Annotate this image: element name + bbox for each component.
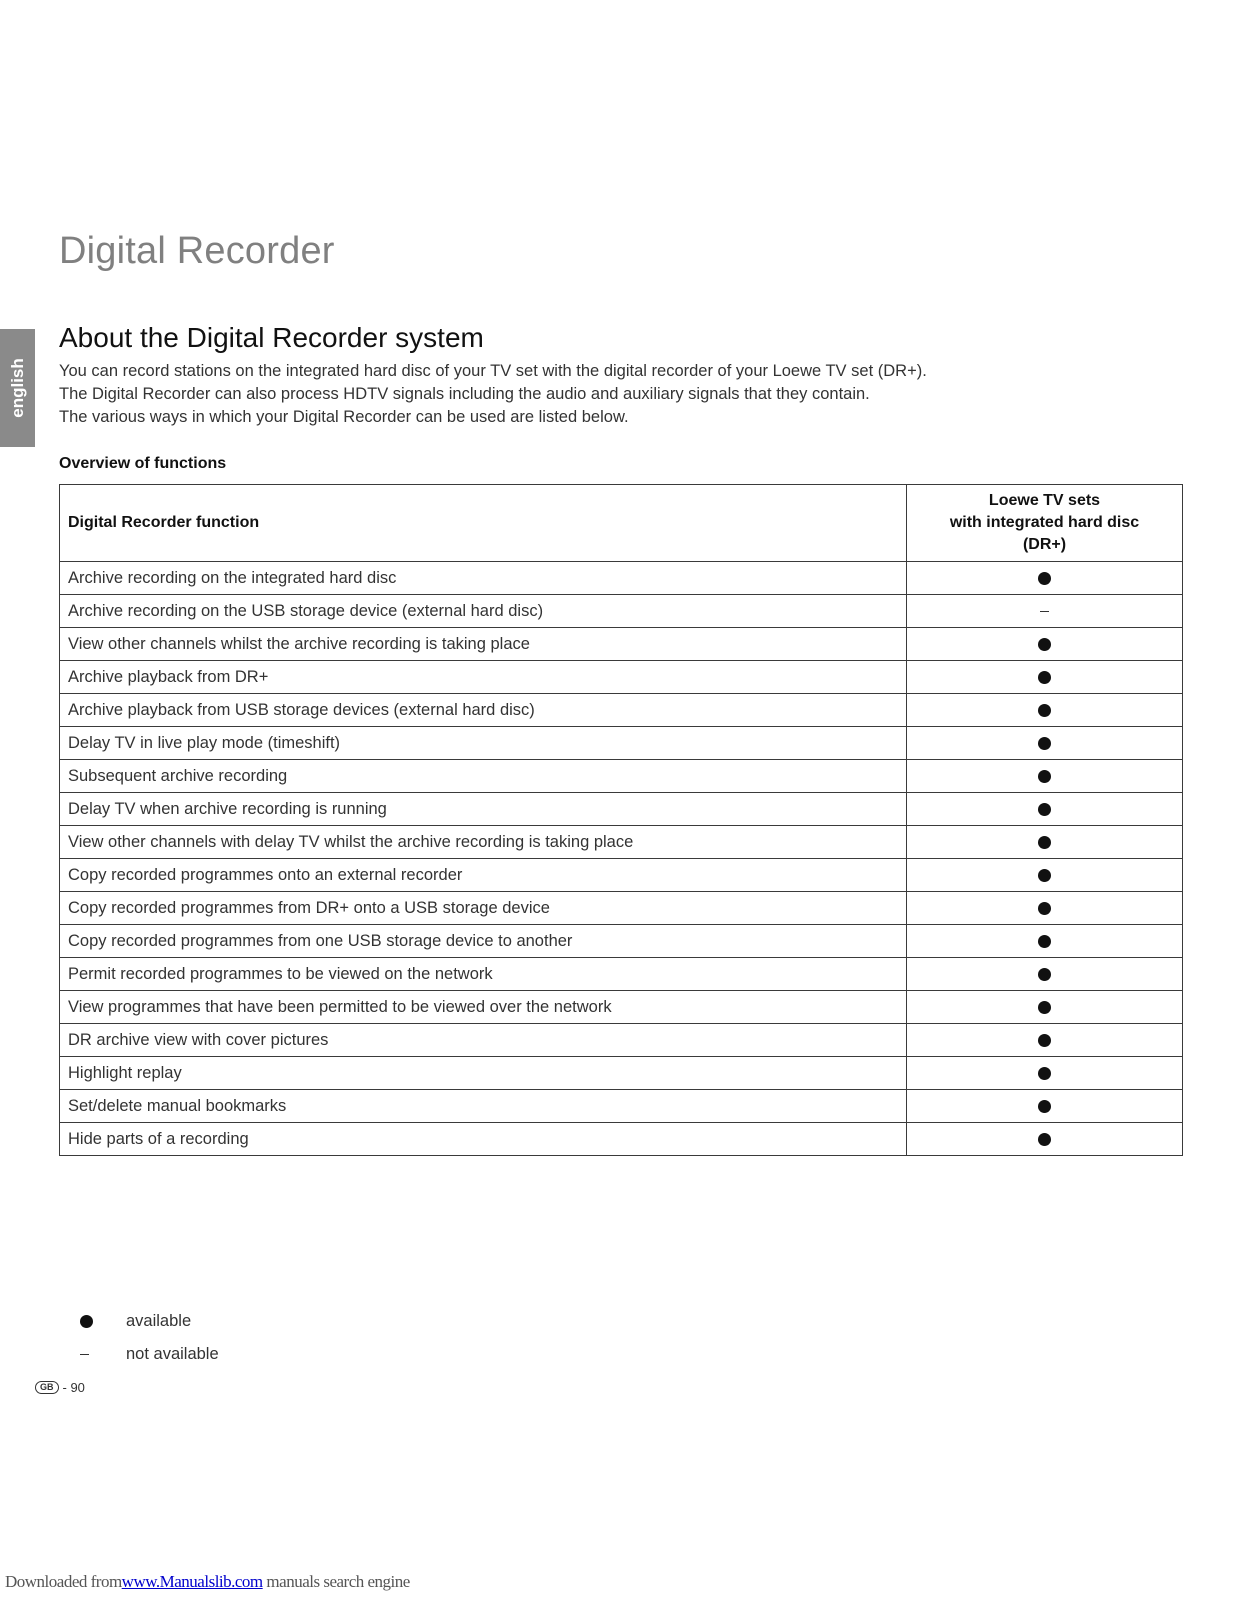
table-row — [60, 595, 1183, 628]
function-cell: Archive playback from DR+ — [60, 661, 907, 694]
functions-table — [59, 484, 1183, 1156]
table-row — [60, 661, 1183, 694]
available-dot-icon — [1038, 671, 1051, 684]
available-dot-icon — [1038, 968, 1051, 981]
page-number-value: - 90 — [62, 1380, 85, 1395]
function-cell: Copy recorded programmes from DR+ onto a USB storage device — [60, 892, 907, 925]
function-cell: View other channels whilst the archive recording is taking place — [60, 628, 907, 661]
legend-not-available-label: not available — [126, 1345, 219, 1363]
availability-cell — [907, 925, 1183, 958]
function-cell: Archive recording on the USB storage device (external hard disc) — [60, 595, 907, 628]
table-row — [60, 793, 1183, 826]
availability-cell — [907, 1090, 1183, 1123]
table-row — [60, 694, 1183, 727]
availability-cell — [907, 991, 1183, 1024]
available-dot-icon — [1038, 1133, 1051, 1146]
section-title: About the Digital Recorder system — [59, 322, 484, 353]
available-dot-icon — [1038, 1034, 1051, 1047]
availability-cell — [907, 562, 1183, 595]
availability-cell — [907, 661, 1183, 694]
language-tab — [0, 329, 35, 447]
function-cell: Hide parts of a recording — [60, 1123, 907, 1156]
table-row — [60, 1057, 1183, 1090]
available-dot-icon — [1038, 1100, 1051, 1113]
header-availability-line: with integrated hard disc — [949, 514, 1140, 531]
available-dot-icon — [1038, 869, 1051, 882]
header-function: Digital Recorder function — [60, 485, 907, 562]
function-cell: View other channels with delay TV whilst the archive recording is taking place — [60, 826, 907, 859]
table-row — [60, 628, 1183, 661]
function-cell: Subsequent archive recording — [60, 760, 907, 793]
available-dot-icon — [1038, 770, 1051, 783]
overview-label: Overview of functions — [59, 455, 227, 472]
table-row — [60, 760, 1183, 793]
table-row — [60, 1090, 1183, 1123]
available-dot-icon — [1038, 704, 1051, 717]
function-cell: Copy recorded programmes onto an external recorder — [60, 859, 907, 892]
availability-cell — [907, 595, 1183, 628]
function-cell: Delay TV in live play mode (timeshift) — [60, 727, 907, 760]
header-availability-line: (DR+) — [1022, 536, 1067, 553]
availability-cell — [907, 760, 1183, 793]
table-row — [60, 991, 1183, 1024]
intro-line: You can record stations on the integrated hard disc of your TV set with the digital recorder of your Loewe TV set (DR+). — [59, 362, 927, 380]
legend-available-label: available — [126, 1312, 192, 1330]
table-row — [60, 1024, 1183, 1057]
function-cell: Set/delete manual bookmarks — [60, 1090, 907, 1123]
table-row — [60, 1123, 1183, 1156]
legend-row-not-available — [80, 1338, 219, 1371]
availability-cell — [907, 727, 1183, 760]
legend — [80, 1305, 219, 1371]
function-cell: Archive playback from USB storage devices (external hard disc) — [60, 694, 907, 727]
available-dot-icon — [1038, 1067, 1051, 1080]
page-number — [35, 1380, 85, 1395]
function-cell: Delay TV when archive recording is running — [60, 793, 907, 826]
table-row — [60, 562, 1183, 595]
available-dot-icon — [80, 1315, 93, 1328]
legend-row-available — [80, 1305, 219, 1338]
availability-cell — [907, 1024, 1183, 1057]
available-dot-icon — [1038, 803, 1051, 816]
table-row — [60, 826, 1183, 859]
language-tab-label: english — [7, 358, 27, 418]
table-row — [60, 859, 1183, 892]
available-dot-icon — [1038, 836, 1051, 849]
availability-cell — [907, 892, 1183, 925]
intro-text — [59, 360, 1159, 429]
availability-cell — [907, 793, 1183, 826]
footer — [5, 1572, 410, 1592]
function-cell: Highlight replay — [60, 1057, 907, 1090]
gb-badge-icon: GB — [35, 1381, 59, 1394]
available-dot-icon — [1038, 638, 1051, 651]
function-cell: View programmes that have been permitted to be viewed over the network — [60, 991, 907, 1024]
table-row — [60, 958, 1183, 991]
chapter-title: Digital Recorder — [59, 230, 335, 272]
table-row — [60, 727, 1183, 760]
function-cell: Permit recorded programmes to be viewed on the network — [60, 958, 907, 991]
intro-line: The Digital Recorder can also process HDTV signals including the audio and auxiliary signals that they contain. — [59, 385, 870, 403]
manualslib-link[interactable]: www.Manualslib.com — [121, 1572, 263, 1591]
available-dot-icon — [1038, 737, 1051, 750]
availability-cell — [907, 1123, 1183, 1156]
availability-cell — [907, 694, 1183, 727]
not-available-dash-icon — [1040, 611, 1049, 612]
function-cell: Copy recorded programmes from one USB storage device to another — [60, 925, 907, 958]
available-dot-icon — [1038, 572, 1051, 585]
table-header-row — [60, 485, 1183, 562]
header-availability-line: Loewe TV sets — [988, 492, 1101, 509]
available-dot-icon — [1038, 1001, 1051, 1014]
availability-cell — [907, 628, 1183, 661]
availability-cell — [907, 859, 1183, 892]
available-dot-icon — [1038, 902, 1051, 915]
footer-suffix: manuals search engine — [266, 1572, 410, 1591]
function-cell: DR archive view with cover pictures — [60, 1024, 907, 1057]
availability-cell — [907, 826, 1183, 859]
not-available-dash-icon — [80, 1354, 89, 1355]
intro-line: The various ways in which your Digital Recorder can be used are listed below. — [59, 408, 629, 426]
available-dot-icon — [1038, 935, 1051, 948]
table-row — [60, 925, 1183, 958]
table-row — [60, 892, 1183, 925]
footer-prefix: Downloaded from — [5, 1572, 122, 1591]
table-body — [60, 562, 1183, 1156]
availability-cell — [907, 958, 1183, 991]
header-availability — [907, 485, 1183, 562]
availability-cell — [907, 1057, 1183, 1090]
function-cell: Archive recording on the integrated hard disc — [60, 562, 907, 595]
